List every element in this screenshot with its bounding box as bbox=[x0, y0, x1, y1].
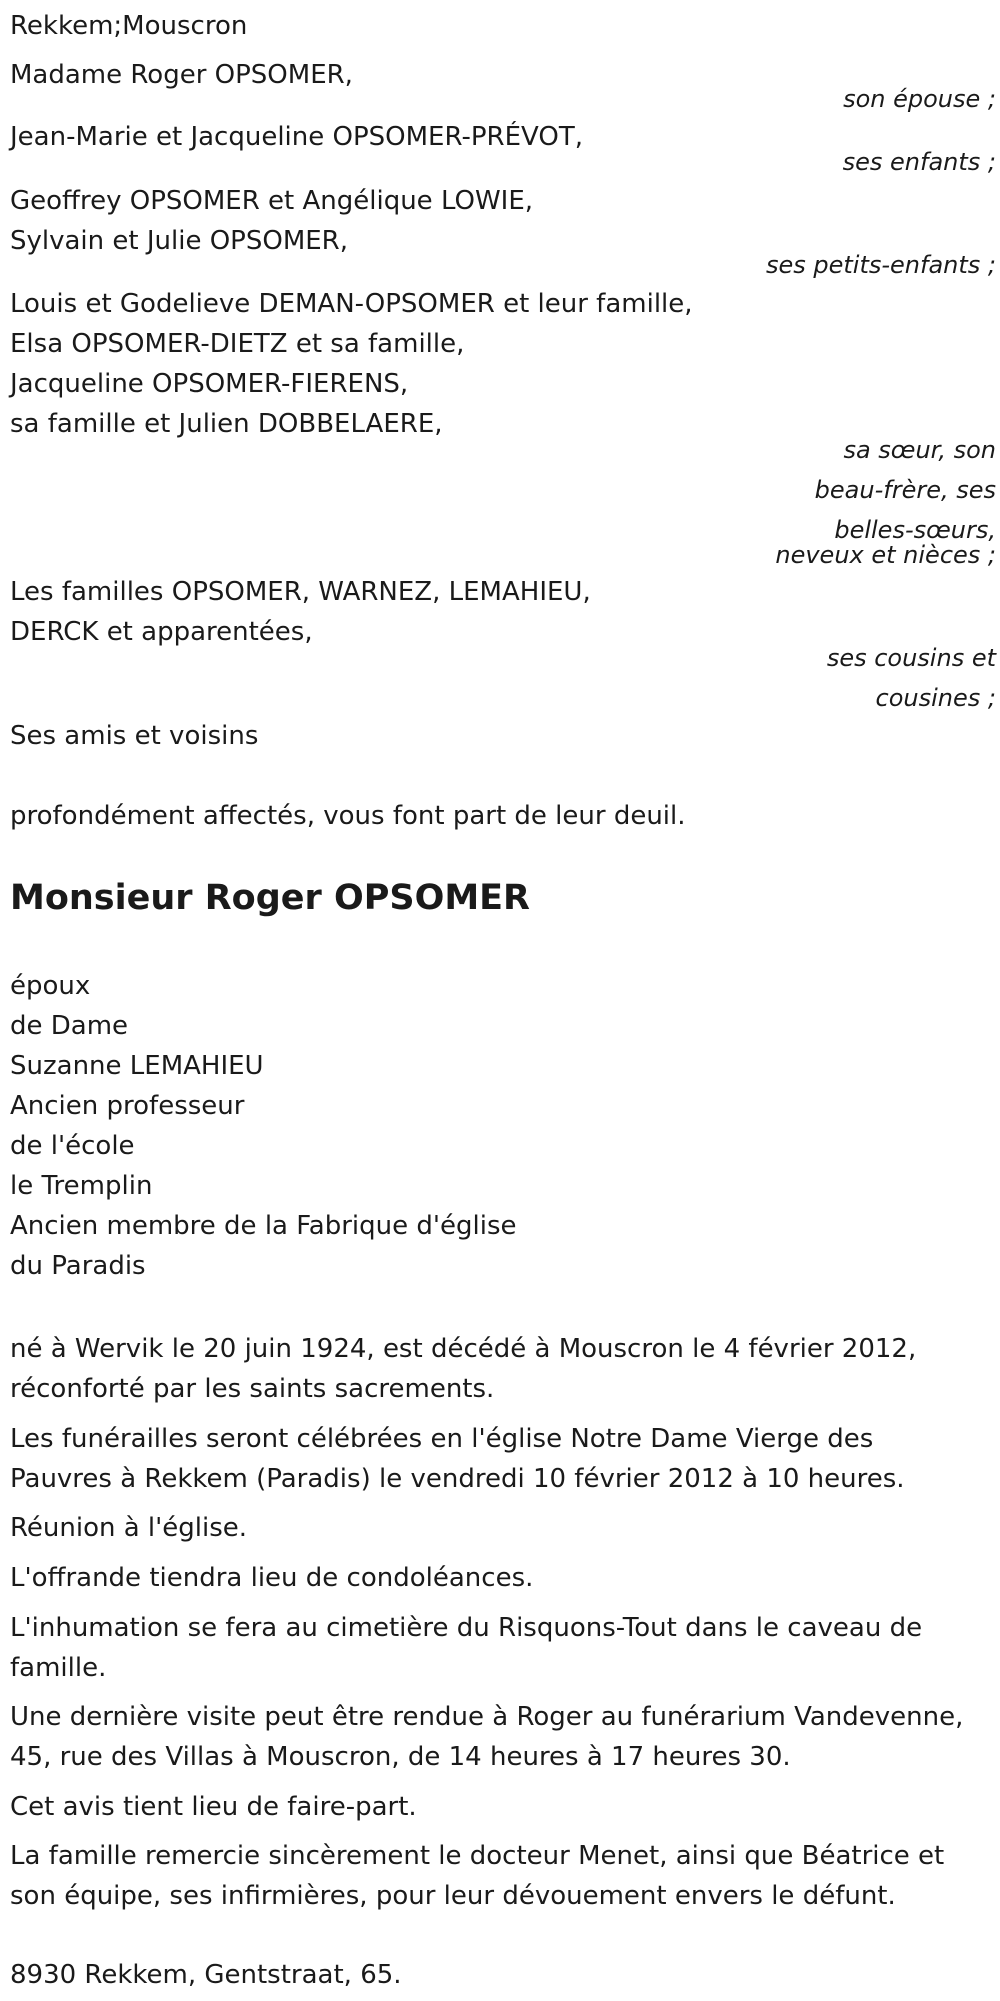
faire-part-line: Cet avis tient lieu de faire-part. bbox=[10, 1792, 417, 1822]
grandchildren-name-line: Geoffrey OPSOMER et Angélique LOWIE, bbox=[10, 186, 534, 216]
announcement-line: profondément affectés, vous font part de leur deuil. bbox=[10, 801, 686, 831]
birth-death-line: réconforté par les saints sacrements. bbox=[10, 1374, 495, 1404]
siblings-name-line: Elsa OPSOMER-DIETZ et sa famille, bbox=[10, 329, 465, 359]
offering-line: L'offrande tiendra lieu de condoléances. bbox=[10, 1563, 534, 1593]
grandchildren-role: ses petits-enfants ; bbox=[765, 251, 996, 279]
deceased-detail-line: de Dame bbox=[10, 1011, 129, 1041]
visit-line: 45, rue des Villas à Mouscron, de 14 heures à 17 heures 30. bbox=[10, 1742, 791, 1772]
grandchildren-name-line: Sylvain et Julie OPSOMER, bbox=[10, 226, 349, 256]
visit-line: Une dernière visite peut être rendue à Roger au funérarium Vandevenne, bbox=[10, 1702, 964, 1732]
cousins-name-line: Les familles OPSOMER, WARNEZ, LEMAHIEU, bbox=[10, 577, 591, 607]
siblings-role-line: sa sœur, son bbox=[843, 436, 996, 464]
siblings-name-line: Louis et Godelieve DEMAN-OPSOMER et leur famille, bbox=[10, 289, 693, 319]
burial-line: L'inhumation se fera au cimetière du Risquons-Tout dans le caveau de bbox=[10, 1613, 923, 1643]
deceased-detail-line: le Tremplin bbox=[10, 1171, 153, 1201]
spouse-role: son épouse ; bbox=[843, 85, 996, 113]
children-names: Jean-Marie et Jacqueline OPSOMER-PRÉVOT, bbox=[10, 122, 583, 152]
thanks-line: La famille remercie sincèrement le docteur Menet, ainsi que Béatrice et bbox=[10, 1841, 945, 1871]
siblings-name-line: Jacqueline OPSOMER-FIERENS, bbox=[10, 369, 409, 399]
friends-line: Ses amis et voisins bbox=[10, 721, 259, 751]
deceased-detail-line: Ancien membre de la Fabrique d'église bbox=[10, 1211, 517, 1241]
thanks-line: son équipe, ses infirmières, pour leur dévouement envers le défunt. bbox=[10, 1881, 896, 1911]
deceased-detail-line: époux bbox=[10, 971, 91, 1001]
siblings-role-line: belles-sœurs, bbox=[834, 516, 996, 544]
funeral-line: Pauvres à Rekkem (Paradis) le vendredi 10 février 2012 à 10 heures. bbox=[10, 1464, 905, 1494]
spouse-names: Madame Roger OPSOMER, bbox=[10, 60, 353, 90]
cousins-role-line: cousines ; bbox=[875, 684, 996, 712]
siblings-name-line: sa famille et Julien DOBBELAERE, bbox=[10, 409, 443, 439]
burial-line: famille. bbox=[10, 1653, 107, 1683]
deceased-name: Monsieur Roger OPSOMER bbox=[10, 878, 531, 918]
children-role: ses enfants ; bbox=[842, 148, 996, 176]
cousins-role-line: ses cousins et bbox=[826, 644, 996, 672]
birth-death-line: né à Wervik le 20 juin 1924, est décédé à Mouscron le 4 février 2012, bbox=[10, 1334, 917, 1364]
deceased-detail-line: Ancien professeur bbox=[10, 1091, 245, 1121]
address-line: 8930 Rekkem, Gentstraat, 65. bbox=[10, 1960, 402, 1990]
siblings-role-line: beau-frère, ses bbox=[814, 476, 996, 504]
funeral-line: Les funérailles seront célébrées en l'église Notre Dame Vierge des bbox=[10, 1424, 874, 1454]
meeting-line: Réunion à l'église. bbox=[10, 1513, 248, 1543]
location-header: Rekkem;Mouscron bbox=[10, 11, 248, 41]
deceased-detail-line: Suzanne LEMAHIEU bbox=[10, 1051, 264, 1081]
deceased-detail-line: du Paradis bbox=[10, 1251, 146, 1281]
deceased-detail-line: de l'école bbox=[10, 1131, 135, 1161]
siblings-role-line: neveux et nièces ; bbox=[775, 541, 996, 569]
cousins-name-line: DERCK et apparentées, bbox=[10, 617, 313, 647]
